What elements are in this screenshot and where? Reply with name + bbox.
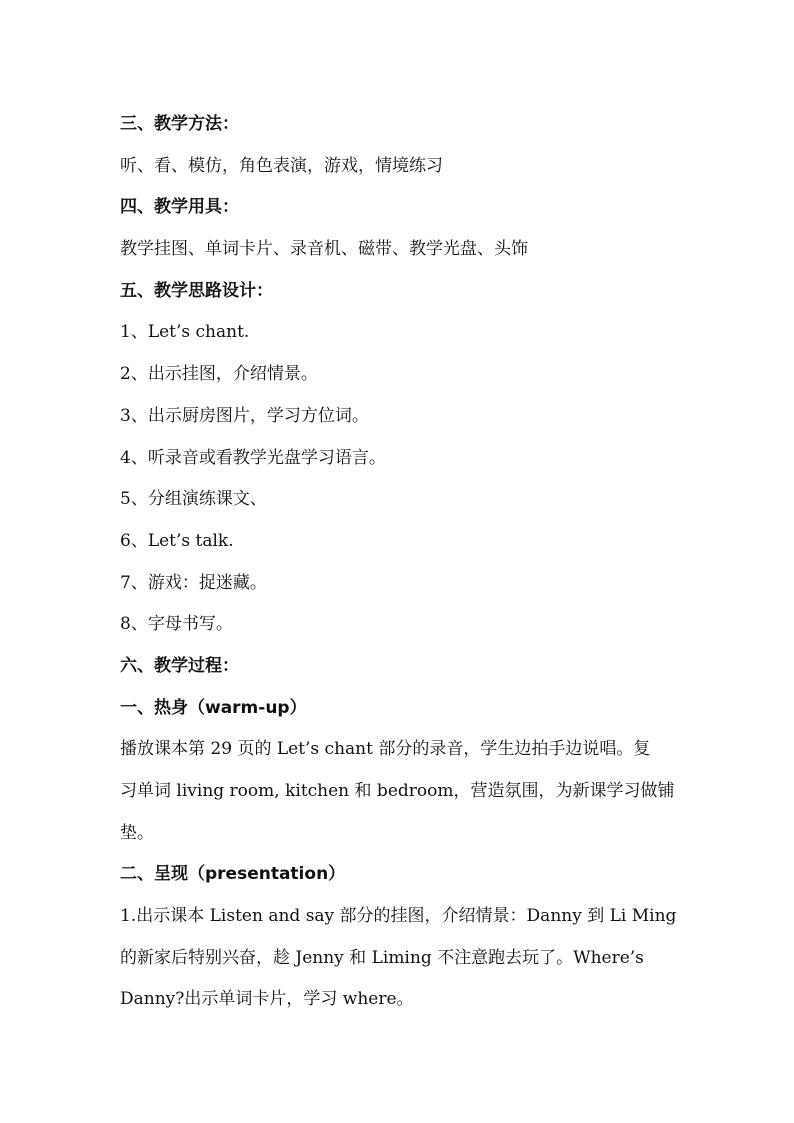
subheading-presentation: 二、呈现（presentation） [120,864,346,885]
document-content [120,104,676,1021]
design-list-item: 4、听录音或看教学光盘学习语言。 [120,447,386,468]
presentation-paragraph-line: 的新家后特别兴奋，趁 Jenny 和 Liming 不注意跑去玩了。Where’s [120,947,644,968]
design-list-item: 2、出示挂图，介绍情景。 [120,364,318,385]
warm-up-paragraph-line: 习单词 living room, kitchen 和 bedroom，营造氛围，为新课学习做铺 [120,781,675,801]
teaching-tools-text: 教学挂图、单词卡片、录音机、磁带、教学光盘、头饰 [120,239,528,260]
presentation-paragraph-line: Danny?出示单词卡片，学习 where。 [120,989,414,1010]
subheading-warm-up: 一、热身（warm-up） [120,697,307,718]
section-heading-teaching-tools: 四、教学用具： [120,197,239,218]
warm-up-paragraph-line: 播放课本第 29 页的 Let’s chant 部分的录音，学生边拍手边说唱。复 [120,739,651,760]
design-list-item: 6、Let’s talk. [120,530,234,551]
design-list-item: 8、字母书写。 [120,614,233,635]
design-list-item: 7、游戏：捉迷藏。 [120,572,267,593]
section-heading-design-ideas: 五、教学思路设计： [120,280,273,301]
presentation-paragraph-line: 1.出示课本 Listen and say 部分的挂图，介绍情景：Danny 到 Li Ming [120,906,677,927]
section-heading-teaching-methods: 三、教学方法： [120,114,239,134]
teaching-methods-text: 听、看、模仿，角色表演，游戏，情境练习 [120,155,443,176]
design-list-item: 5、分组演练课文、 [120,489,267,510]
design-list-item: 1、Let’s chant. [120,322,250,343]
warm-up-paragraph-line: 垫。 [120,822,154,843]
section-heading-teaching-process: 六、教学过程： [120,655,239,676]
design-list-item: 3、出示厨房图片，学习方位词。 [120,405,369,426]
